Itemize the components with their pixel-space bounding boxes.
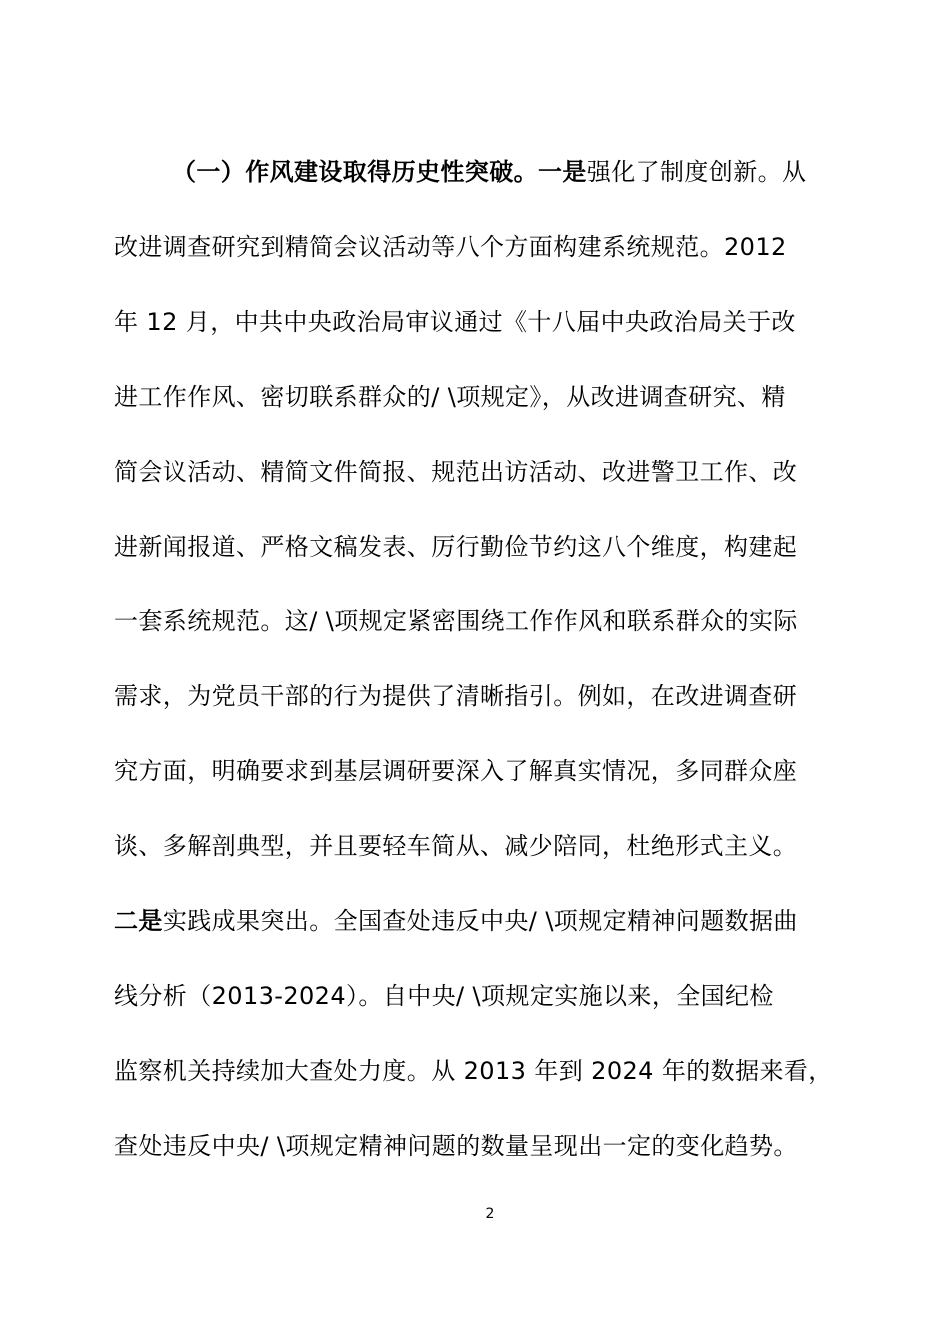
text-run: 简会议活动、精简文件简报、规范出访活动、改进警卫工作、改 <box>114 458 798 486</box>
text-run: 谈、多解剖典型，并且要轻车简从、减少陪同，杜绝形式主义。 <box>114 832 798 860</box>
bold-text-run: 一是 <box>538 158 587 186</box>
text-line <box>114 905 874 937</box>
text-run: 强化了制度创新。从 <box>586 158 807 186</box>
text-line <box>114 755 874 787</box>
page-number: 2 <box>485 1206 495 1222</box>
text-line <box>114 381 874 413</box>
bold-text-run: 二是 <box>114 907 163 935</box>
text-line <box>114 1055 874 1087</box>
text-line <box>114 605 874 637</box>
text-run: 年 12 月，中共中央政治局审议通过《十八届中央政治局关于改 <box>114 308 796 336</box>
bold-text-run: （一）作风建设取得历史性突破。 <box>172 158 538 186</box>
text-run: 查处违反中央/ \项规定精神问题的数量呈现出一定的变化趋势。 <box>114 1132 798 1160</box>
text-run: 线分析（2013-2024）。自中央/ \项规定实施以来，全国纪检 <box>114 982 774 1010</box>
text-line <box>114 980 874 1012</box>
text-line <box>114 306 874 338</box>
text-run: 究方面，明确要求到基层调研要深入了解真实情况，多同群众座 <box>114 757 798 785</box>
text-run: 监察机关持续加大查处力度。从 2013 年到 2024 年的数据来看， <box>114 1057 833 1085</box>
text-run: 一套系统规范。这/ \项规定紧密围绕工作作风和联系群众的实际 <box>114 607 798 635</box>
text-line <box>172 156 932 188</box>
text-line <box>114 231 874 263</box>
text-run: 改进调查研究到精简会议活动等八个方面构建系统规范。2012 <box>114 233 787 261</box>
text-run: 实践成果突出。全国查处违反中央/ \项规定精神问题数据曲 <box>162 907 798 935</box>
text-run: 进工作作风、密切联系群众的/ \项规定》，从改进调查研究、精 <box>114 383 786 411</box>
text-line <box>114 1130 874 1162</box>
text-run: 需求，为党员干部的行为提供了清晰指引。例如，在改进调查研 <box>114 682 798 710</box>
text-line <box>114 680 874 712</box>
text-line <box>114 456 874 488</box>
text-run: 进新闻报道、严格文稿发表、厉行勤俭节约这八个维度，构建起 <box>114 533 798 561</box>
text-line <box>114 830 874 862</box>
text-line <box>114 531 874 563</box>
